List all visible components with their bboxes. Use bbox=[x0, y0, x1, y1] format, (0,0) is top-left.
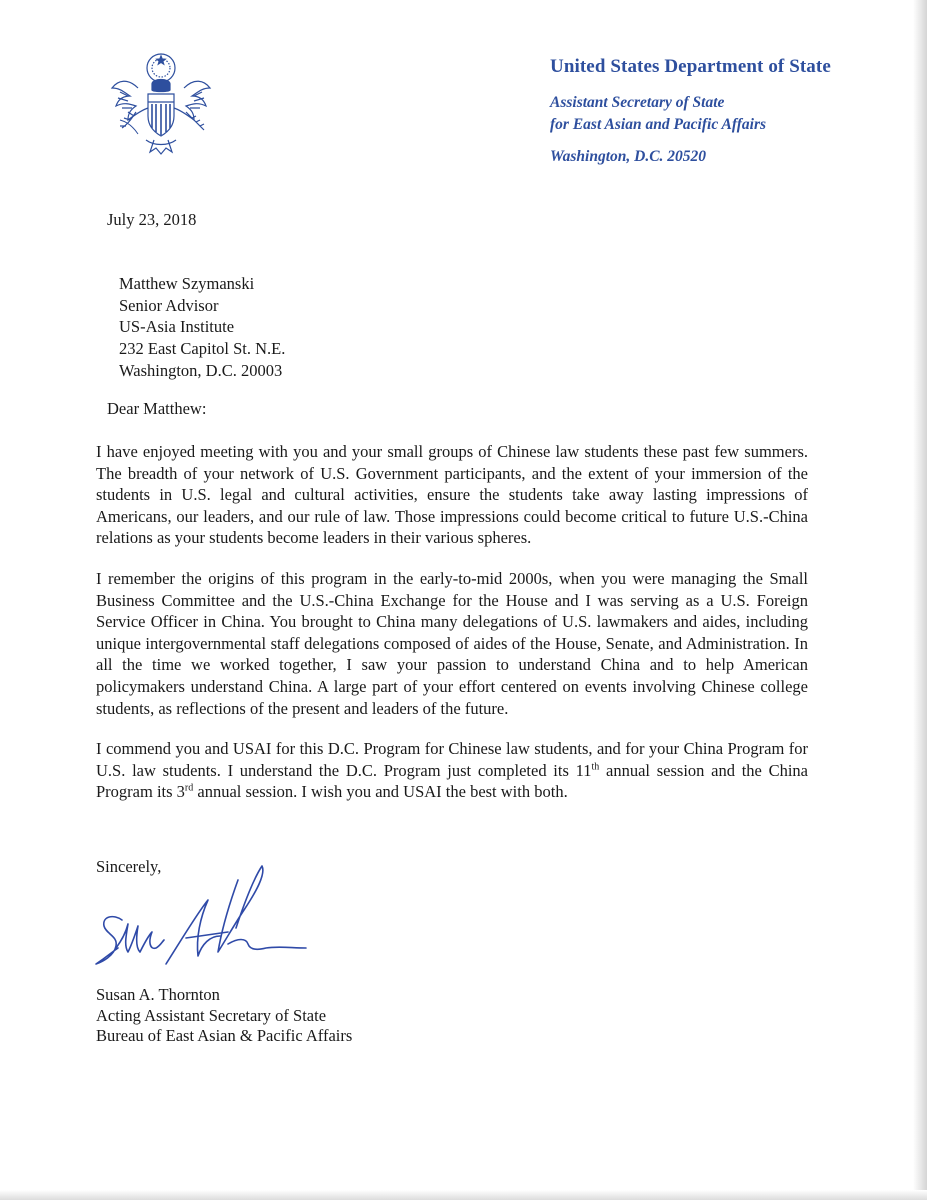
recipient-organization: US-Asia Institute bbox=[119, 317, 235, 337]
letterhead-office-line2: for East Asian and Pacific Affairs bbox=[550, 116, 767, 133]
page-edge-shadow bbox=[913, 0, 927, 1200]
letter-body bbox=[96, 441, 808, 822]
great-seal-eagle-icon bbox=[108, 48, 214, 158]
letterhead bbox=[550, 56, 831, 166]
signer-bureau: Bureau of East Asian & Pacific Affairs bbox=[96, 1026, 353, 1045]
body-paragraph-3-part-b: annual session and the China Program its 3 bbox=[96, 760, 809, 802]
signer-name: Susan A. Thornton bbox=[96, 985, 220, 1004]
ordinal-suffix-th: th bbox=[591, 761, 600, 773]
body-paragraph-3 bbox=[96, 738, 808, 803]
body-paragraph-3-part-a: I commend you and USAI for this D.C. Program for Chinese law students, and for your China Program for U.S. law students. I understand the D.C. Program just completed its 11 bbox=[96, 739, 808, 780]
recipient-city: Washington, D.C. 20003 bbox=[119, 360, 283, 380]
closing: Sincerely, bbox=[96, 857, 162, 876]
letterhead-city: Washington, D.C. 20520 bbox=[550, 148, 707, 165]
letterhead-department: United States Department of State bbox=[550, 56, 831, 77]
recipient-title: Senior Advisor bbox=[119, 295, 219, 315]
recipient-address bbox=[119, 273, 285, 382]
recipient-name: Matthew Szymanski bbox=[119, 274, 255, 293]
body-paragraph-2: I remember the origins of this program in the early-to-mid 2000s, when you were managing the Small Business Committee and the U.S.-China Exchange for the House and I was serving as a U.S. Foreign Service Officer in China. You brought to China many delegations of U.S. lawmakers and aides, including unique intergovernmental staff delegations composed of aides of the House, Senate, and Administration. In all the time we worked together, I saw your passion to understand China and to help American policymakers understand China. A large part of your effort centered on events involving Chinese college students, as reflections of the present and leaders of the future. bbox=[96, 568, 808, 718]
signer-title: Acting Assistant Secretary of State bbox=[96, 1005, 327, 1025]
recipient-street: 232 East Capitol St. N.E. bbox=[119, 339, 286, 359]
letterhead-office-line1: Assistant Secretary of State bbox=[550, 94, 725, 111]
ordinal-suffix-rd: rd bbox=[184, 782, 194, 794]
page-bottom-shadow bbox=[0, 1190, 927, 1200]
body-paragraph-1: I have enjoyed meeting with you and your small groups of Chinese law students these past few summers. The breadth of your network of U.S. Government participants, and the extent of your immersion of the students in U.S. legal and cultural activities, ensure the students take away lasting impressions of Americans, our leaders, and our rule of law. Those impressions could become critical to future U.S.-China relations as your students become leaders in their various spheres. bbox=[96, 442, 808, 548]
letterhead-office bbox=[550, 92, 831, 136]
handwritten-signature-icon bbox=[88, 852, 318, 982]
salutation: Dear Matthew: bbox=[107, 399, 207, 418]
body-paragraph-3-part-c: annual session. I wish you and USAI the best with both. bbox=[193, 782, 568, 802]
signer-block bbox=[96, 985, 352, 1047]
letter-date: July 23, 2018 bbox=[107, 210, 197, 229]
